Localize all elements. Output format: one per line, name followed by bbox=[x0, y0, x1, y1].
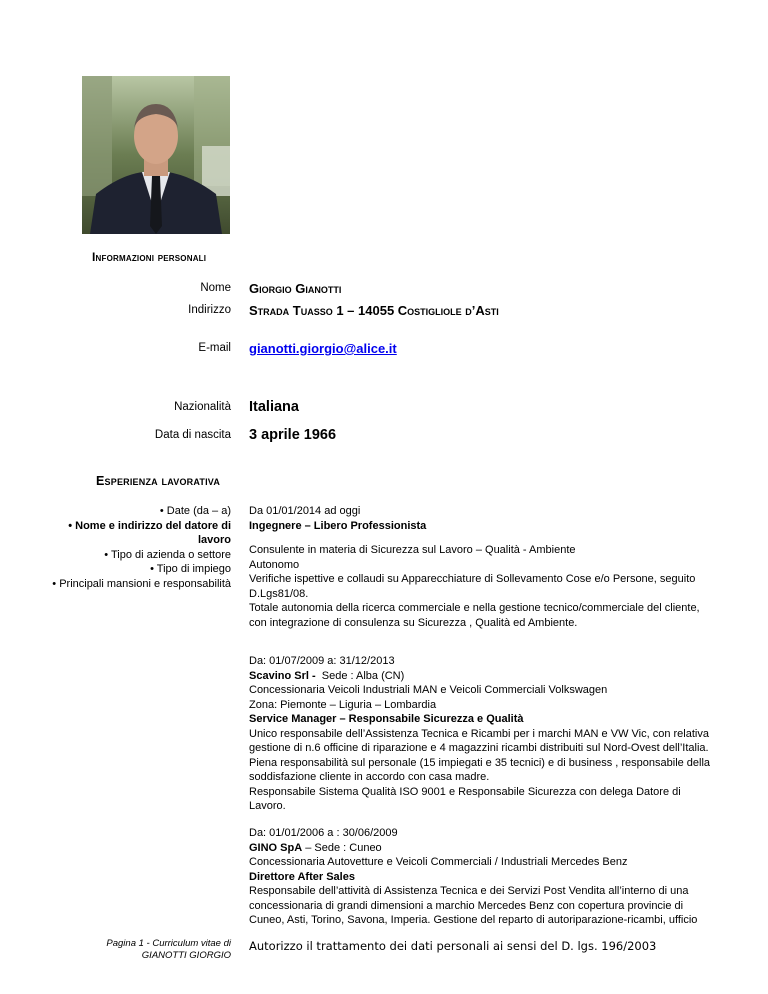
job-line bbox=[249, 616, 724, 631]
job-line-text: Da 01/01/2014 ad oggi bbox=[249, 505, 361, 517]
employer-label: • Nome e indirizzo del datore di bbox=[68, 519, 231, 532]
job-line-text: Zona: Piemonte – Liguria – Lombardia bbox=[249, 698, 437, 711]
job-entry-1 bbox=[249, 504, 724, 630]
job-line-text: Da: 01/01/2006 a : 30/06/2009 bbox=[249, 827, 398, 839]
job-line-text: con integrazione di consulenza su Sicurezza , Qualità ed Ambiente. bbox=[249, 616, 578, 629]
address-value: Strada Tuasso 1 – 14055 Costigliole d’Asti bbox=[249, 303, 499, 318]
job-line bbox=[249, 654, 724, 669]
nationality-value: Italiana bbox=[249, 399, 299, 415]
section-work-experience: Esperienza lavorativa bbox=[96, 474, 221, 488]
footer-author: GIANOTTI GIORGIO bbox=[141, 950, 231, 961]
job-line-text: Service Manager – Responsabile Sicurezza e Qualità bbox=[249, 713, 524, 725]
job-line bbox=[249, 543, 724, 558]
job-line-text: gestione di n.6 officine di riparazione e 4 magazzini ricambi distribuiti sul Nord-Ovest dell’Italia. bbox=[249, 742, 709, 754]
job-line-text: Scavino Srl - bbox=[249, 669, 316, 682]
job-line bbox=[249, 587, 724, 602]
job-line bbox=[249, 519, 724, 534]
job-line bbox=[249, 698, 724, 713]
job-line bbox=[249, 669, 724, 684]
job-line-text: Totale autonomia della ricerca commerciale e nella gestione tecnico/commerciale del cliente, bbox=[249, 602, 700, 614]
job-line-text: Responsabile dell’attività di Assistenza Tecnica e dei Servizi Post Vendita all’interno di una bbox=[249, 885, 689, 897]
job-line-text: Concessionaria Autovetture e Veicoli Commerciali / Industriali Mercedes Benz bbox=[249, 856, 628, 868]
job-line bbox=[249, 841, 724, 856]
section-personal-info: Informazioni personali bbox=[92, 250, 207, 264]
job-line bbox=[249, 504, 724, 519]
job-line-rest: – Sede : Cuneo bbox=[302, 841, 382, 854]
privacy-consent: Autorizzo il trattamento dei dati personali ai sensi del D. lgs. 196/2003 bbox=[249, 939, 657, 953]
job-line-text: Cuneo, Asti, Torino, Savona, Imperia. Gestione del reparto di autoriparazione-ricambi, ufficio bbox=[249, 914, 698, 926]
duties-label: • Principali mansioni e responsabilità bbox=[52, 577, 231, 590]
birthdate-label: Data di nascita bbox=[154, 429, 231, 441]
job-line bbox=[249, 855, 724, 870]
job-line bbox=[249, 799, 724, 814]
birthdate-value: 3 aprile 1966 bbox=[249, 427, 337, 443]
job-line bbox=[249, 826, 724, 841]
job-line-text: Unico responsabile dell’Assistenza Tecnica e Ricambi per i marchi MAN e VW Vic, con relativa bbox=[249, 727, 709, 740]
job-type-label: • Tipo di impiego bbox=[150, 563, 231, 575]
job-entry-3 bbox=[249, 826, 724, 928]
employer-label-cont: lavoro bbox=[197, 534, 231, 546]
job-line bbox=[249, 727, 724, 742]
job-line-text: D.Lgs81/08. bbox=[249, 587, 309, 600]
job-line-text: GINO SpA bbox=[249, 841, 303, 854]
job-line-text: Responsabile Sistema Qualità ISO 9001 e Responsabile Sicurezza con delega Datore di bbox=[249, 785, 681, 798]
job-line bbox=[249, 770, 724, 785]
job-line bbox=[249, 712, 724, 727]
job-line bbox=[249, 785, 724, 800]
company-type-label: • Tipo di azienda o settore bbox=[104, 548, 231, 561]
job-line bbox=[249, 601, 724, 616]
job-line bbox=[249, 572, 724, 587]
job-line bbox=[249, 558, 724, 573]
email-link[interactable]: gianotti.giorgio@alice.it bbox=[249, 341, 397, 356]
job-line-text: Direttore After Sales bbox=[249, 870, 355, 883]
job-line-text: Da: 01/07/2009 a: 31/12/2013 bbox=[249, 655, 395, 667]
dates-label: • Date (da – a) bbox=[159, 505, 231, 517]
experience-field-labels bbox=[41, 504, 231, 591]
job-line bbox=[249, 756, 724, 771]
job-line bbox=[249, 533, 724, 543]
job-line-rest: Sede : Alba (CN) bbox=[315, 669, 405, 682]
page-footer bbox=[106, 938, 231, 962]
name-value: Giorgio Gianotti bbox=[249, 281, 342, 296]
nationality-label: Nazionalità bbox=[174, 401, 231, 413]
address-label: Indirizzo bbox=[188, 304, 231, 316]
job-line-text: Piena responsabilità sul personale (15 impiegati e 35 tecnici) e di business , responsabile della bbox=[249, 756, 711, 769]
job-line-text: Verifiche ispettive e collaudi su Apparecchiature di Sollevamento Cose e/o Persone, seguito bbox=[249, 573, 696, 585]
name-label: Nome bbox=[200, 282, 231, 294]
job-line bbox=[249, 870, 724, 885]
profile-photo bbox=[82, 76, 230, 234]
job-line-text: Concessionaria Veicoli Industriali MAN e Veicoli Commerciali Volkswagen bbox=[249, 684, 608, 696]
job-line bbox=[249, 683, 724, 698]
job-line-text: concessionaria di grandi dimensioni a marchio Mercedes Benz con copertura provincie di bbox=[249, 899, 684, 912]
job-line-text: Lavoro. bbox=[249, 800, 286, 812]
page-number-text: Pagina 1 - Curriculum vitae di bbox=[106, 938, 231, 949]
job-entry-2 bbox=[249, 654, 724, 814]
email-label: E-mail bbox=[198, 342, 231, 354]
job-line-text: Consulente in materia di Sicurezza sul Lavoro – Qualità - Ambiente bbox=[249, 544, 576, 556]
job-line bbox=[249, 884, 724, 899]
job-line-text: Ingegnere – Libero Professionista bbox=[249, 519, 427, 532]
job-line bbox=[249, 913, 724, 928]
job-line-text: soddisfazione cliente in accordo con casa madre. bbox=[249, 771, 490, 783]
job-line bbox=[249, 741, 724, 756]
job-line bbox=[249, 899, 724, 914]
job-line-text: Autonomo bbox=[249, 558, 300, 571]
